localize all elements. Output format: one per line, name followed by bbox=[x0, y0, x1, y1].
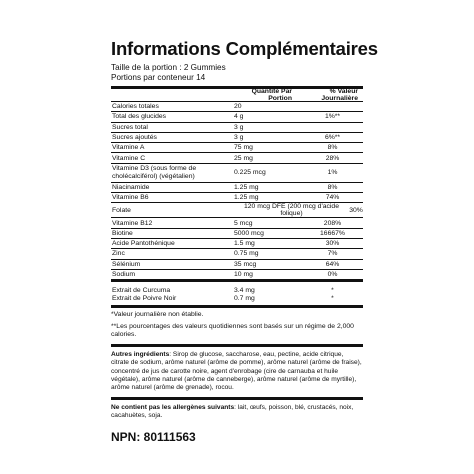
serving-size: Taille de la portion : 2 Gummies bbox=[111, 63, 226, 72]
nutrient-row bbox=[111, 122, 363, 132]
nutrient-row bbox=[111, 202, 363, 217]
nutrient-name: Acide Pantothénique bbox=[112, 240, 175, 248]
nutrient-name: Vitamine A bbox=[112, 144, 145, 152]
nutrient-name: Zinc bbox=[112, 250, 125, 258]
nutrient-amount: 3 g bbox=[234, 123, 244, 131]
nutrient-amount: 0.75 mg bbox=[234, 250, 259, 258]
nutrient-daily-value: 74% bbox=[325, 194, 340, 202]
header-daily-value: % Valeur Journalière bbox=[321, 88, 358, 102]
nutrient-name: Vitamine D3 (sous forme de cholécalciférol) (végétalien) bbox=[112, 164, 197, 180]
nutrient-name: Folate bbox=[112, 206, 131, 214]
nutrient-row bbox=[111, 248, 363, 258]
nutrient-name: Sucres ajoutés bbox=[112, 134, 157, 142]
nutrient-row bbox=[111, 269, 363, 279]
herb-name: Extrait de Curcuma bbox=[112, 287, 171, 295]
nutrient-daily-value: 1%** bbox=[324, 113, 341, 121]
allergens-text: : lait, œufs, poisson, blé, crustacés, noix, cacahuètes, soja. bbox=[111, 404, 354, 420]
nutrient-row bbox=[111, 111, 363, 121]
nutrient-row bbox=[111, 217, 363, 227]
herb-daily-value: * bbox=[331, 295, 334, 303]
nutrient-name: Vitamine C bbox=[112, 154, 146, 162]
panel-title: Informations Complémentaires bbox=[111, 38, 378, 59]
nutrient-name: Vitamine B6 bbox=[112, 194, 149, 202]
nutrient-amount: 10 mg bbox=[234, 271, 253, 278]
nutrient-daily-value: 6%** bbox=[324, 134, 341, 142]
nutrient-row bbox=[111, 259, 363, 269]
herb-name: Extrait de Poivre Noir bbox=[112, 295, 177, 303]
nutrient-daily-value: 1% bbox=[327, 169, 338, 177]
nutrient-name: Niacinamide bbox=[112, 183, 150, 191]
nutrient-name: Sélénium bbox=[112, 260, 141, 268]
nutrient-amount: 4 g bbox=[234, 113, 244, 121]
nutrient-amount: 35 mcg bbox=[234, 260, 257, 268]
nutrient-daily-value: 30% bbox=[325, 240, 340, 248]
herbal-extracts bbox=[111, 282, 363, 305]
other-ingredients bbox=[111, 351, 363, 392]
nutrient-row bbox=[111, 132, 363, 142]
nutrient-daily-value: 0% bbox=[327, 271, 338, 278]
nutrient-amount: 20 bbox=[234, 103, 242, 111]
nutrient-row bbox=[111, 163, 363, 182]
nutrient-name: Total des glucides bbox=[112, 113, 167, 121]
nutrient-row bbox=[111, 101, 363, 111]
nutrient-rows bbox=[111, 101, 363, 279]
nutrient-amount: 75 mg bbox=[234, 144, 253, 152]
nutrient-name: Calories totales bbox=[112, 103, 159, 111]
table-header bbox=[111, 89, 363, 101]
footnote-divider bbox=[111, 305, 363, 308]
nutrient-daily-value: 64% bbox=[325, 260, 340, 268]
ingredients-divider bbox=[111, 344, 363, 347]
nutrient-daily-value: 16667% bbox=[320, 229, 345, 237]
nutrient-amount: 1.25 mg bbox=[234, 183, 259, 191]
herb-amount: 0.7 mg bbox=[234, 295, 255, 303]
nutrient-row bbox=[111, 142, 363, 152]
nutrient-daily-value: 208% bbox=[323, 219, 342, 227]
nutrient-amount: 5 mcg bbox=[234, 219, 253, 227]
allergens-label: Ne contient pas les allergènes suivants bbox=[111, 404, 235, 412]
nutrient-row bbox=[111, 182, 363, 192]
allergens bbox=[111, 404, 363, 420]
supplement-facts-panel bbox=[111, 38, 378, 444]
nutrient-name: Sucres total bbox=[112, 123, 148, 131]
other-ingredients-label: Autres ingrédients bbox=[111, 351, 170, 359]
npn-number: NPN: 80111563 bbox=[111, 429, 196, 444]
nutrient-row bbox=[111, 228, 363, 238]
nutrient-amount: 25 mg bbox=[234, 154, 253, 162]
header-amount: Quantité Par Portion bbox=[251, 88, 292, 102]
footnote-not-established: *Valeur journalière non établie. bbox=[111, 311, 204, 319]
nutrient-amount: 3 g bbox=[234, 134, 244, 142]
nutrient-amount: 120 mcg DFE (200 mcg d'acide folique) bbox=[244, 203, 339, 218]
nutrient-amount: 5000 mcg bbox=[234, 229, 264, 237]
nutrient-daily-value: 8% bbox=[327, 144, 338, 152]
nutrient-daily-value: 7% bbox=[327, 250, 338, 258]
nutrient-row bbox=[111, 152, 363, 162]
nutrient-row bbox=[111, 238, 363, 248]
nutrient-amount: 1.5 mg bbox=[234, 240, 255, 248]
nutrient-name: Vitamine B12 bbox=[112, 219, 153, 227]
nutrient-row bbox=[111, 192, 363, 202]
herb-amount: 3.4 mg bbox=[234, 287, 255, 295]
nutrient-daily-value: 8% bbox=[327, 183, 338, 191]
nutrient-daily-value: 30% bbox=[349, 206, 363, 214]
nutrient-name: Sodium bbox=[112, 271, 136, 278]
allergens-divider bbox=[111, 397, 363, 400]
nutrient-amount: 0.225 mcg bbox=[234, 169, 266, 177]
nutrient-amount: 1.25 mg bbox=[234, 194, 259, 202]
footnote-calorie-basis: **Les pourcentages des valeurs quotidiennes sont basés sur un régime de 2,000 calories. bbox=[111, 323, 354, 339]
other-ingredients-text: : Sirop de glucose, saccharose, eau, pectine, acide citrique, citrate de sodium, arôme naturel (arôme de pomme), arôme naturel (arôme de fraise), concentré de jus de carotte noire, agent d'enrobage (cire de carnauba et huile végétale), arôme naturel (arôme de canneberge), arôme naturel (arôme de myrtille), arôme naturel (arôme de grenade), rocou. bbox=[111, 351, 362, 391]
nutrient-name: Biotine bbox=[112, 229, 133, 237]
servings-per-container: Portions par conteneur 14 bbox=[111, 73, 206, 82]
nutrient-daily-value: 28% bbox=[325, 154, 340, 162]
herb-daily-value: * bbox=[331, 287, 334, 295]
